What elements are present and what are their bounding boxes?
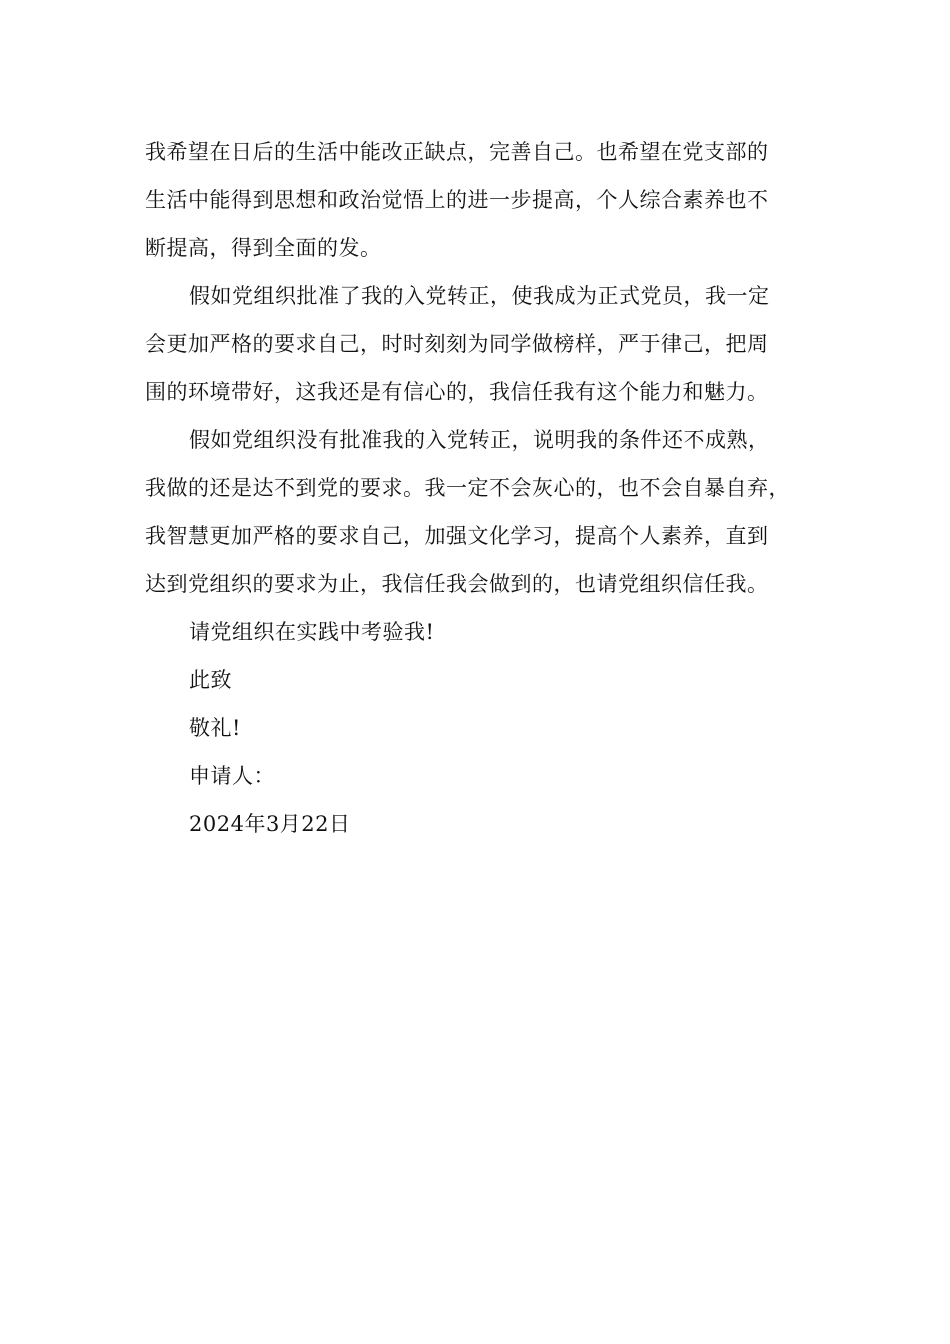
paragraph-line: 我智慧更加严格的要求自己，加强文化学习，提高个人素养，直到 xyxy=(145,524,769,548)
paragraph-line: 围的环境带好，这我还是有信心的，我信任我有这个能力和魅力。 xyxy=(145,380,769,404)
paragraph-line: 假如党组织批准了我的入党转正，使我成为正式党员，我一定 xyxy=(189,284,770,308)
paragraph-line: 断提高，得到全面的发。 xyxy=(145,236,382,260)
document-body xyxy=(145,128,835,848)
closing-block xyxy=(145,608,835,848)
applicant-label: 申请人： xyxy=(189,764,275,788)
paragraph-line: 我希望在日后的生活中能改正缺点，完善自己。也希望在党支部的 xyxy=(145,140,769,164)
exhortation-text: 请党组织在实践中考验我! xyxy=(189,620,435,644)
paragraph-1 xyxy=(145,128,835,272)
paragraph-2 xyxy=(145,272,835,416)
paragraph-line: 假如党组织没有批准我的入党转正，说明我的条件还不成熟， xyxy=(189,428,770,452)
paragraph-line: 会更加严格的要求自己，时时刻刻为同学做榜样，严于律己，把周 xyxy=(145,332,769,356)
signature-date: 2024年3月22日 xyxy=(189,812,351,836)
salutation-line-2: 敬礼! xyxy=(189,716,241,740)
paragraph-line: 生活中能得到思想和政治觉悟上的进一步提高，个人综合素养也不 xyxy=(145,188,769,212)
paragraph-line: 达到党组织的要求为止，我信任我会做到的，也请党组织信任我。 xyxy=(145,572,769,596)
salutation-line-1: 此致 xyxy=(189,668,232,692)
paragraph-3 xyxy=(145,416,835,608)
paragraph-line: 我做的还是达不到党的要求。我一定不会灰心的，也不会自暴自弃， xyxy=(145,476,790,500)
